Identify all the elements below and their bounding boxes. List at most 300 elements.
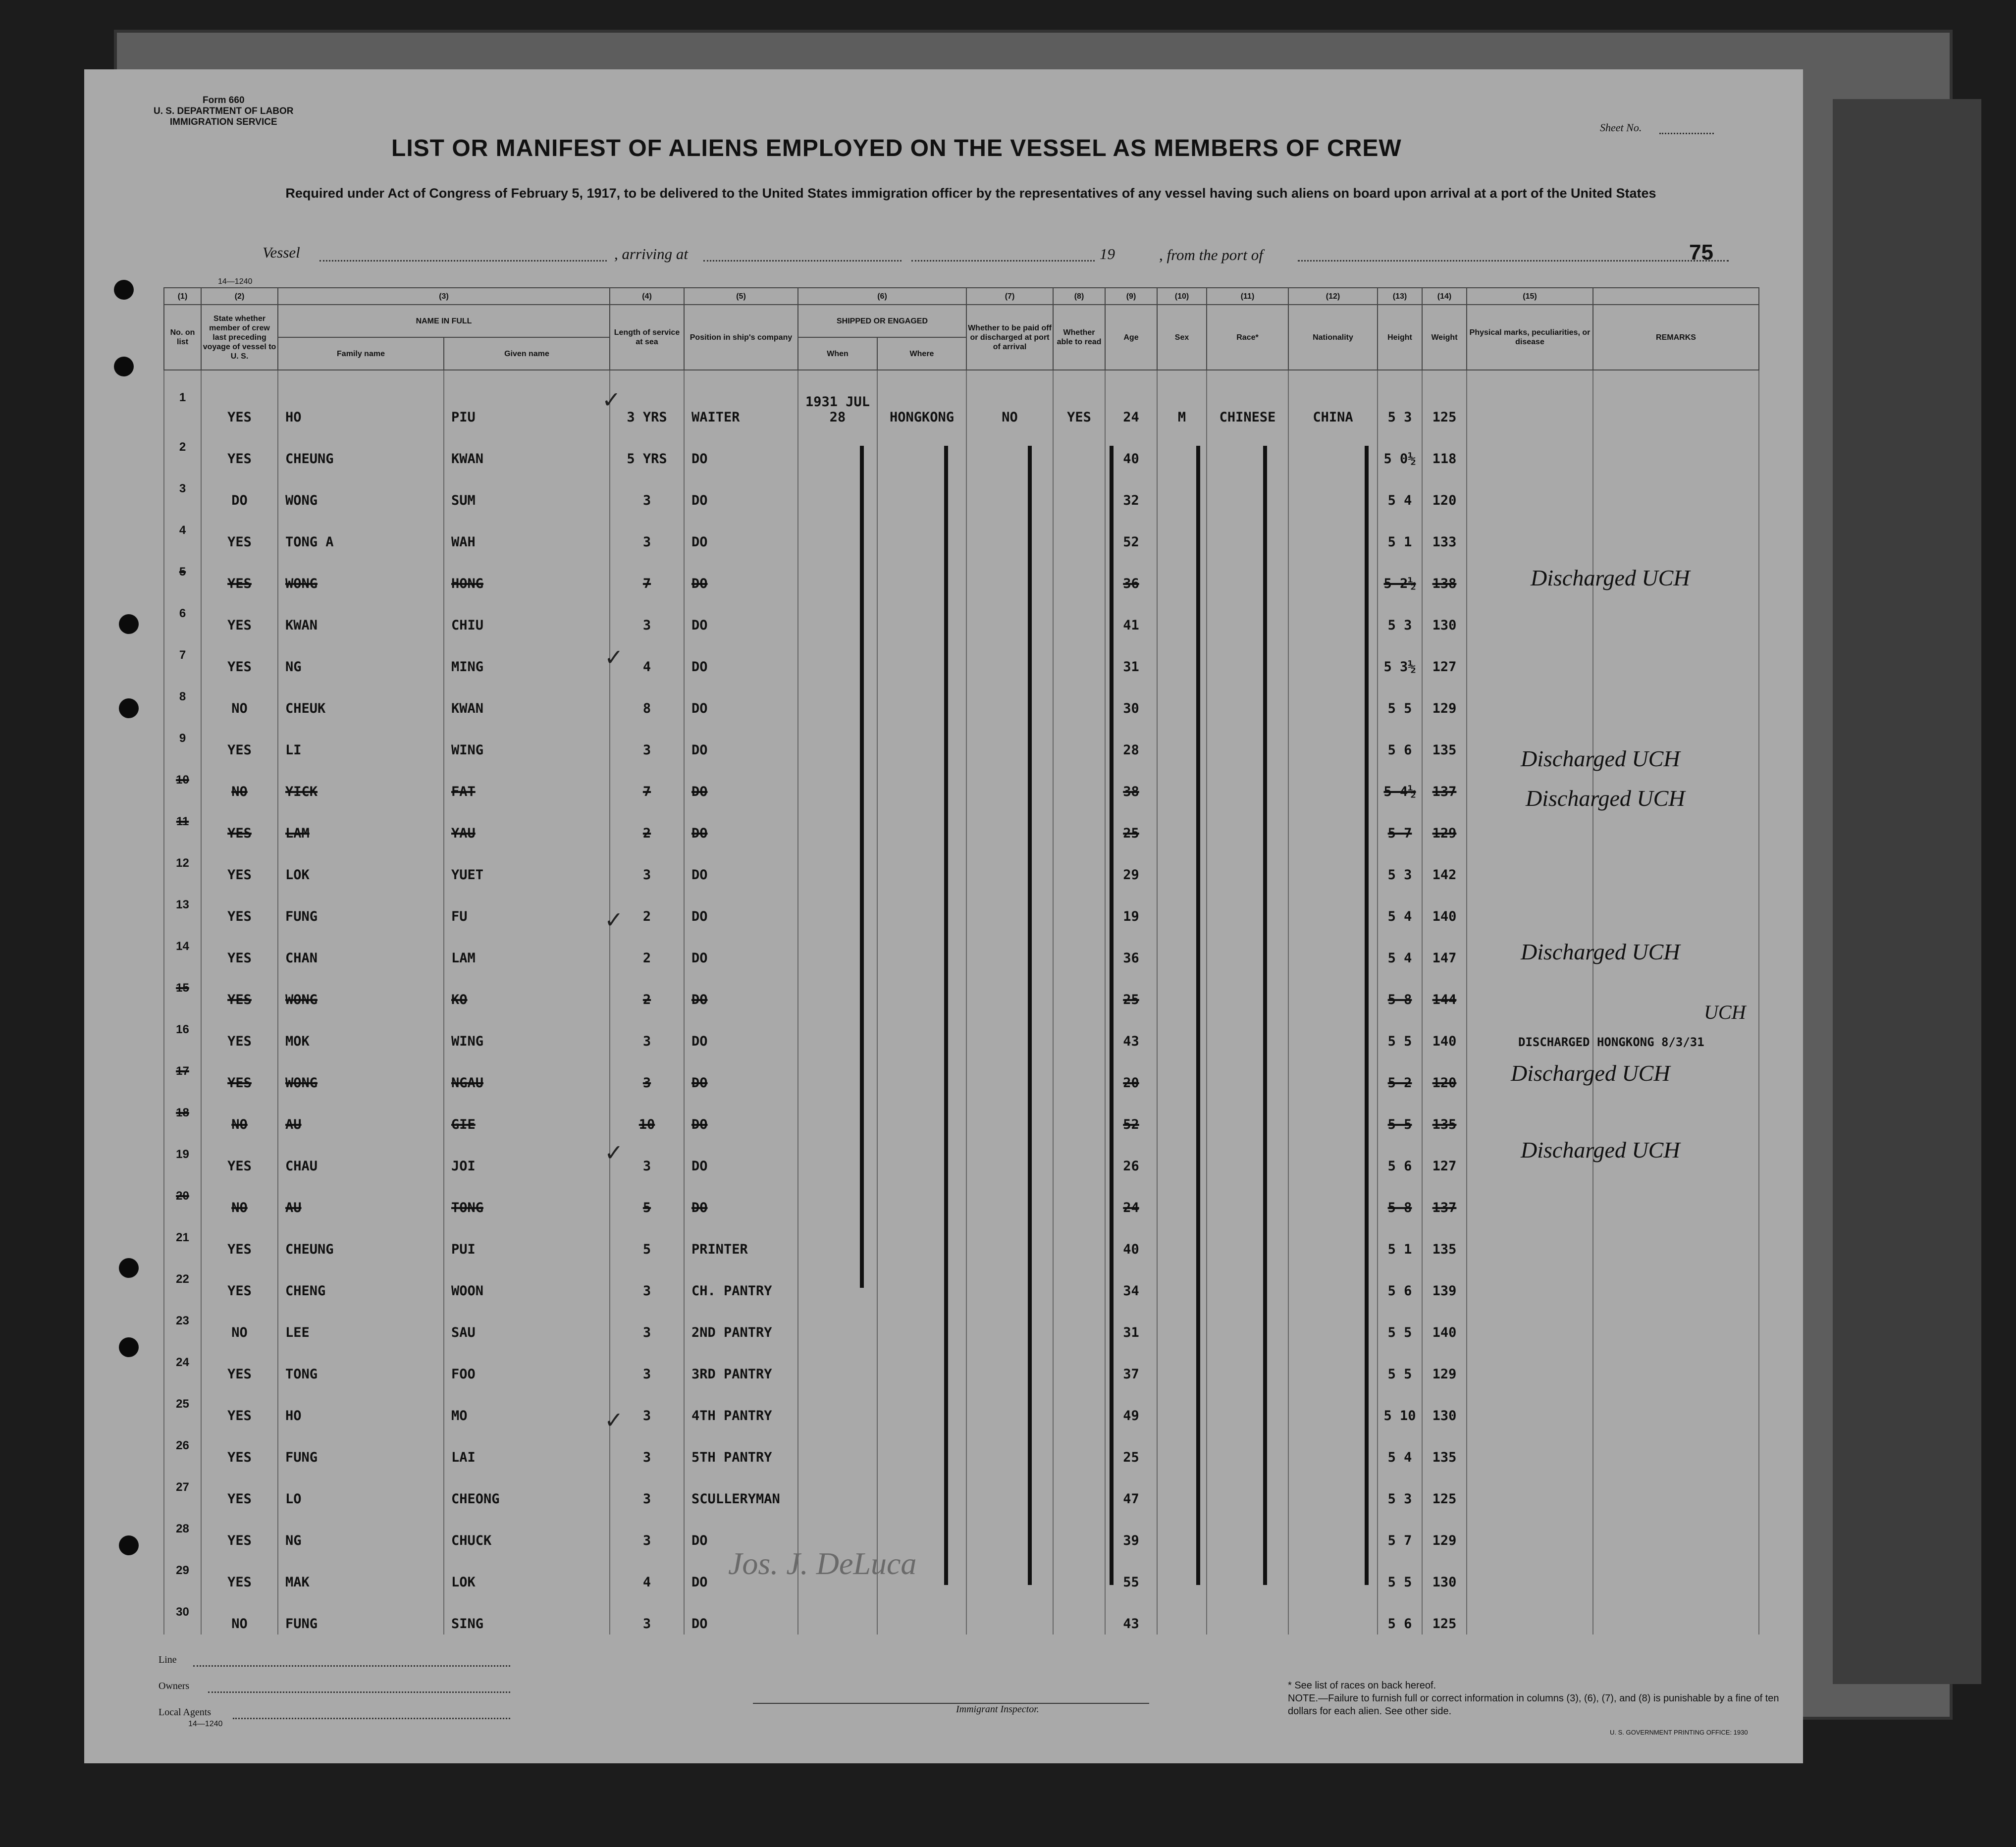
age-cell: 36 — [1105, 927, 1157, 969]
age-cell: 41 — [1105, 594, 1157, 636]
preceding-voyage-cell: YES — [201, 802, 278, 844]
service-cell: 7 — [610, 761, 684, 802]
col-num-15: (15) — [1467, 288, 1593, 305]
nationality-cell — [1288, 1593, 1378, 1635]
able-read-cell — [1053, 1010, 1105, 1052]
service-cell: 4 — [610, 1551, 684, 1593]
preceding-voyage-cell: YES — [201, 1052, 278, 1094]
service-cell: 3 — [610, 1135, 684, 1177]
family-name-cell: MAK — [278, 1551, 444, 1593]
remark-discharged: Discharged UCH — [1521, 939, 1680, 964]
race-cell — [1207, 927, 1288, 969]
col-num-13: (13) — [1378, 288, 1422, 305]
arriving-label: , arriving at — [614, 245, 688, 263]
height-cell: 5 4 — [1378, 470, 1422, 511]
paid-off-cell — [966, 927, 1053, 969]
age-cell: 43 — [1105, 1593, 1157, 1635]
preceding-voyage-cell: YES — [201, 636, 278, 678]
where-cell — [877, 886, 966, 927]
remark-discharged: Discharged UCH — [1511, 1060, 1670, 1086]
col-header-length-service: Length of service at sea — [610, 305, 684, 370]
paid-off-cell — [966, 1177, 1053, 1218]
given-name-cell: LAM — [444, 927, 610, 969]
family-name-cell: WONG — [278, 553, 444, 594]
from-port-field — [1298, 260, 1729, 262]
weight-cell: 137 — [1422, 761, 1467, 802]
weight-cell: 130 — [1422, 1551, 1467, 1593]
preceding-voyage-cell: NO — [201, 1177, 278, 1218]
height-cell: 5 4 — [1378, 886, 1422, 927]
height-cell: 5 6 — [1378, 1260, 1422, 1302]
able-read-cell — [1053, 1593, 1105, 1635]
able-read-cell — [1053, 1302, 1105, 1343]
arriving-field — [703, 260, 902, 262]
age-cell: 29 — [1105, 844, 1157, 886]
row-number: 10 — [164, 761, 201, 802]
when-cell — [798, 470, 877, 511]
given-name-cell: WAH — [444, 511, 610, 553]
age-cell: 24 — [1105, 370, 1157, 428]
service-cell: 3 — [610, 1260, 684, 1302]
nationality-cell — [1288, 1135, 1378, 1177]
weight-cell: 140 — [1422, 1010, 1467, 1052]
given-name-cell: WING — [444, 1010, 610, 1052]
sex-cell: M — [1157, 370, 1207, 428]
given-name-cell: SING — [444, 1593, 610, 1635]
position-cell: PRINTER — [684, 1218, 798, 1260]
nationality-cell — [1288, 511, 1378, 553]
able-read-cell — [1053, 886, 1105, 927]
footnote: * See list of races on back hereof. NOTE.—Failure to furnish full or correct information in columns (3), (6), (7), and (8) is punishable by a fine of ten dollars for each alien. See other side. — [1288, 1680, 1779, 1717]
crew-row — [164, 1593, 1759, 1635]
physical-marks-cell — [1467, 511, 1593, 553]
preceding-voyage-cell: YES — [201, 886, 278, 927]
when-cell — [798, 1302, 877, 1343]
weight-cell: 142 — [1422, 844, 1467, 886]
preceding-voyage-cell: YES — [201, 1426, 278, 1468]
service-cell: 5 — [610, 1177, 684, 1218]
position-cell: DO — [684, 719, 798, 761]
nationality-cell — [1288, 969, 1378, 1010]
nationality-cell — [1288, 886, 1378, 927]
nationality-cell — [1288, 1302, 1378, 1343]
paid-off-cell — [966, 594, 1053, 636]
family-name-cell: TONG — [278, 1343, 444, 1385]
preceding-voyage-cell: YES — [201, 1010, 278, 1052]
height-cell: 5 3 — [1378, 594, 1422, 636]
position-cell: DO — [684, 969, 798, 1010]
owners-label: Owners — [159, 1681, 190, 1691]
race-cell — [1207, 886, 1288, 927]
able-read-cell — [1053, 1218, 1105, 1260]
when-cell — [798, 1135, 877, 1177]
when-cell — [798, 969, 877, 1010]
nationality-cell — [1288, 1218, 1378, 1260]
row-number: 20 — [164, 1177, 201, 1218]
col-header-preceding-voyage: State whether member of crew last preceding voyage of vessel to U. S. — [201, 305, 278, 370]
able-read-cell — [1053, 1260, 1105, 1302]
position-cell: DO — [684, 1593, 798, 1635]
family-name-cell: NG — [278, 1510, 444, 1551]
row-number: 28 — [164, 1510, 201, 1551]
row-number: 19 — [164, 1135, 201, 1177]
able-read-cell — [1053, 927, 1105, 969]
preceding-voyage-cell: YES — [201, 370, 278, 428]
preceding-voyage-cell: DO — [201, 470, 278, 511]
position-cell: DO — [684, 428, 798, 470]
height-cell: 5 6 — [1378, 719, 1422, 761]
given-name-cell: FOO — [444, 1343, 610, 1385]
when-cell — [798, 1260, 877, 1302]
row-number: 7 — [164, 636, 201, 678]
physical-marks-cell — [1467, 1426, 1593, 1468]
family-name-cell: WONG — [278, 1052, 444, 1094]
age-cell: 40 — [1105, 428, 1157, 470]
row-number: 14 — [164, 927, 201, 969]
paid-off-cell — [966, 1302, 1053, 1343]
remarks-cell — [1593, 1094, 1759, 1135]
service-cell: 5 YRS — [610, 428, 684, 470]
row-number: 12 — [164, 844, 201, 886]
able-read-cell — [1053, 428, 1105, 470]
where-cell — [877, 1218, 966, 1260]
physical-marks-cell — [1467, 678, 1593, 719]
given-name-cell: YUET — [444, 844, 610, 886]
race-cell — [1207, 1052, 1288, 1094]
height-cell: 5 1 — [1378, 1218, 1422, 1260]
remarks-cell — [1593, 886, 1759, 927]
nationality-cell — [1288, 1094, 1378, 1135]
where-cell — [877, 1343, 966, 1385]
where-cell — [877, 511, 966, 553]
weight-cell: 140 — [1422, 886, 1467, 927]
preceding-voyage-cell: YES — [201, 844, 278, 886]
age-cell: 37 — [1105, 1343, 1157, 1385]
nationality-cell — [1288, 1052, 1378, 1094]
race-cell — [1207, 1094, 1288, 1135]
physical-marks-cell — [1467, 1510, 1593, 1551]
service-cell: 2 — [610, 927, 684, 969]
col-header-race: Race* — [1207, 305, 1288, 370]
nationality-cell — [1288, 1343, 1378, 1385]
height-cell: 5 5 — [1378, 678, 1422, 719]
race-cell — [1207, 1551, 1288, 1593]
physical-marks-cell — [1467, 1302, 1593, 1343]
where-cell — [877, 1010, 966, 1052]
paid-off-cell — [966, 1260, 1053, 1302]
preceding-voyage-cell: NO — [201, 1302, 278, 1343]
ditto-line-when — [860, 446, 864, 1288]
when-cell — [798, 719, 877, 761]
race-cell — [1207, 678, 1288, 719]
given-name-cell: GIE — [444, 1094, 610, 1135]
paid-off-cell — [966, 428, 1053, 470]
physical-marks-cell — [1467, 370, 1593, 428]
position-cell: 5TH PANTRY — [684, 1426, 798, 1468]
nationality-cell — [1288, 1177, 1378, 1218]
height-cell: 5 2 — [1378, 1052, 1422, 1094]
nationality-cell — [1288, 719, 1378, 761]
when-cell — [798, 1052, 877, 1094]
given-name-cell: CHUCK — [444, 1510, 610, 1551]
given-name-cell: PUI — [444, 1218, 610, 1260]
punch-hole — [114, 280, 134, 300]
weight-cell: 130 — [1422, 1385, 1467, 1426]
race-cell — [1207, 511, 1288, 553]
height-cell: 5 6 — [1378, 1135, 1422, 1177]
race-cell — [1207, 470, 1288, 511]
height-cell: 5 5 — [1378, 1343, 1422, 1385]
when-cell — [798, 761, 877, 802]
nationality-cell — [1288, 470, 1378, 511]
check-mark: ✓ — [604, 907, 624, 933]
nationality-cell — [1288, 636, 1378, 678]
row-number: 15 — [164, 969, 201, 1010]
nationality-cell — [1288, 1510, 1378, 1551]
service-cell: 3 — [610, 511, 684, 553]
paid-off-cell — [966, 1052, 1053, 1094]
crew-row — [164, 927, 1759, 969]
physical-marks-cell — [1467, 1551, 1593, 1593]
family-name-cell: CHENG — [278, 1260, 444, 1302]
when-cell — [798, 511, 877, 553]
remark-discharged: Discharged UCH — [1521, 746, 1680, 771]
when-cell — [798, 1385, 877, 1426]
nationality-cell — [1288, 1468, 1378, 1510]
crew-row — [164, 1177, 1759, 1218]
crew-row — [164, 802, 1759, 844]
able-read-cell — [1053, 1551, 1105, 1593]
when-cell — [798, 927, 877, 969]
nationality-cell — [1288, 1551, 1378, 1593]
position-cell: CH. PANTRY — [684, 1260, 798, 1302]
remarks-cell — [1593, 1468, 1759, 1510]
age-cell: 19 — [1105, 886, 1157, 927]
given-name-cell: KWAN — [444, 428, 610, 470]
weight-cell: 129 — [1422, 1343, 1467, 1385]
service-cell: 7 — [610, 553, 684, 594]
paid-off-cell — [966, 1218, 1053, 1260]
service-cell: 4 — [610, 636, 684, 678]
height-cell: 5 3 — [1378, 1468, 1422, 1510]
row-number: 5 — [164, 553, 201, 594]
where-cell — [877, 1094, 966, 1135]
nationality-cell: CHINA — [1288, 370, 1378, 428]
ditto-line-where — [944, 446, 948, 1585]
height-cell: 5 1 — [1378, 511, 1422, 553]
able-read-cell — [1053, 969, 1105, 1010]
punch-hole — [119, 698, 139, 718]
able-read-cell — [1053, 1510, 1105, 1551]
weight-cell: 135 — [1422, 1094, 1467, 1135]
weight-cell: 120 — [1422, 470, 1467, 511]
remark-initials: UCH — [1704, 1001, 1746, 1023]
check-mark: ✓ — [604, 1140, 624, 1165]
sex-cell — [1157, 1593, 1207, 1635]
physical-marks-cell — [1467, 1260, 1593, 1302]
ditto-line-race — [1263, 446, 1267, 1585]
owners-field — [208, 1691, 510, 1693]
family-name-cell: YICK — [278, 761, 444, 802]
agents-code: 14—1240 — [188, 1720, 223, 1728]
able-read-cell — [1053, 553, 1105, 594]
remarks-cell — [1593, 1218, 1759, 1260]
given-name-cell: LOK — [444, 1551, 610, 1593]
when-cell — [798, 1094, 877, 1135]
col-num-6: (6) — [798, 288, 966, 305]
race-cell — [1207, 761, 1288, 802]
physical-marks-cell — [1467, 428, 1593, 470]
able-read-cell — [1053, 1343, 1105, 1385]
date-field — [911, 260, 1095, 262]
when-cell — [798, 678, 877, 719]
row-number: 13 — [164, 886, 201, 927]
height-cell: 5 5 — [1378, 1010, 1422, 1052]
local-agents-label: Local Agents — [159, 1707, 212, 1718]
col-num-2: (2) — [201, 288, 278, 305]
physical-marks-cell — [1467, 886, 1593, 927]
crew-row — [164, 1551, 1759, 1593]
age-cell: 26 — [1105, 1135, 1157, 1177]
when-cell — [798, 1010, 877, 1052]
col-num-5: (5) — [684, 288, 798, 305]
race-cell — [1207, 636, 1288, 678]
paid-off-cell — [966, 802, 1053, 844]
vessel-field — [319, 260, 607, 262]
ditto-line-able-read — [1110, 446, 1114, 1585]
vessel-label: Vessel — [263, 244, 300, 261]
nationality-cell — [1288, 678, 1378, 719]
remarks-cell — [1593, 470, 1759, 511]
crew-row — [164, 370, 1759, 428]
remark-discharged-hongkong: DISCHARGED HONGKONG 8/3/31 — [1518, 1035, 1704, 1049]
nationality-cell — [1288, 1385, 1378, 1426]
service-cell: 3 — [610, 1510, 684, 1551]
position-cell: 2ND PANTRY — [684, 1302, 798, 1343]
given-name-cell: WING — [444, 719, 610, 761]
nationality-cell — [1288, 1260, 1378, 1302]
given-name-cell: FU — [444, 886, 610, 927]
service-cell: 2 — [610, 886, 684, 927]
crew-row — [164, 1510, 1759, 1551]
service-cell: 3 — [610, 1385, 684, 1426]
remarks-cell — [1593, 678, 1759, 719]
when-cell — [798, 636, 877, 678]
given-name-cell: NGAU — [444, 1052, 610, 1094]
physical-marks-cell — [1467, 969, 1593, 1010]
able-read-cell — [1053, 1385, 1105, 1426]
punch-hole — [119, 1337, 139, 1357]
page-title: LIST OR MANIFEST OF ALIENS EMPLOYED ON THE VESSEL AS MEMBERS OF CREW — [391, 135, 1402, 161]
row-number: 1 — [164, 370, 201, 428]
crew-row — [164, 1135, 1759, 1177]
physical-marks-cell — [1467, 1468, 1593, 1510]
family-name-cell: CHAU — [278, 1135, 444, 1177]
race-cell — [1207, 844, 1288, 886]
age-cell: 25 — [1105, 969, 1157, 1010]
able-read-cell — [1053, 678, 1105, 719]
height-cell: 5 3 — [1378, 844, 1422, 886]
preceding-voyage-cell: YES — [201, 1218, 278, 1260]
remarks-cell — [1593, 511, 1759, 553]
family-name-cell: CHEUNG — [278, 1218, 444, 1260]
position-cell: DO — [684, 636, 798, 678]
weight-cell: 129 — [1422, 678, 1467, 719]
weight-cell: 147 — [1422, 927, 1467, 969]
position-cell: DO — [684, 553, 798, 594]
col-num-8: (8) — [1053, 288, 1105, 305]
position-cell: DO — [684, 886, 798, 927]
physical-marks-cell — [1467, 1593, 1593, 1635]
race-cell — [1207, 969, 1288, 1010]
age-cell: 55 — [1105, 1551, 1157, 1593]
given-name-cell: CHIU — [444, 594, 610, 636]
race-cell — [1207, 1218, 1288, 1260]
paid-off-cell — [966, 1593, 1053, 1635]
physical-marks-cell — [1467, 1218, 1593, 1260]
remark-discharged: Discharged UCH — [1526, 786, 1685, 811]
nationality-cell — [1288, 553, 1378, 594]
col-num-1: (1) — [164, 288, 201, 305]
physical-marks-cell — [1467, 636, 1593, 678]
family-name-cell: WONG — [278, 470, 444, 511]
where-cell — [877, 1593, 966, 1635]
row-number: 11 — [164, 802, 201, 844]
age-cell: 52 — [1105, 1094, 1157, 1135]
crew-table — [163, 287, 1759, 1635]
crew-row — [164, 1468, 1759, 1510]
race-cell — [1207, 1426, 1288, 1468]
given-name-cell: JOI — [444, 1135, 610, 1177]
inspector-label: Immigrant Inspector. — [956, 1704, 1039, 1715]
family-name-cell: HO — [278, 1385, 444, 1426]
position-cell: DO — [684, 594, 798, 636]
position-cell: DO — [684, 1177, 798, 1218]
col-num-4: (4) — [610, 288, 684, 305]
family-name-cell: CHEUK — [278, 678, 444, 719]
position-cell: SCULLERYMAN — [684, 1468, 798, 1510]
row-number: 3 — [164, 470, 201, 511]
when-cell — [798, 886, 877, 927]
check-mark: ✓ — [602, 387, 621, 413]
line-field — [193, 1665, 510, 1667]
ditto-line-paid-off — [1028, 446, 1032, 1585]
row-number: 6 — [164, 594, 201, 636]
crew-row — [164, 511, 1759, 553]
preceding-voyage-cell: YES — [201, 553, 278, 594]
position-cell: DO — [684, 678, 798, 719]
col-header-shipped: SHIPPED OR ENGAGED — [798, 305, 966, 337]
manifest-sheet — [84, 69, 1803, 1763]
punch-hole — [119, 1258, 139, 1278]
race-cell — [1207, 1385, 1288, 1426]
preceding-voyage-cell: YES — [201, 719, 278, 761]
preceding-voyage-cell: YES — [201, 1510, 278, 1551]
family-name-cell: LEE — [278, 1302, 444, 1343]
service-cell: 3 — [610, 1052, 684, 1094]
paid-off-cell — [966, 1551, 1053, 1593]
weight-cell: 127 — [1422, 636, 1467, 678]
crew-row — [164, 470, 1759, 511]
col-header-nationality: Nationality — [1288, 305, 1378, 370]
when-cell — [798, 1593, 877, 1635]
race-cell — [1207, 594, 1288, 636]
able-read-cell — [1053, 1052, 1105, 1094]
given-name-cell: TONG — [444, 1177, 610, 1218]
physical-marks-cell — [1467, 844, 1593, 886]
nationality-cell — [1288, 802, 1378, 844]
paid-off-cell — [966, 1094, 1053, 1135]
